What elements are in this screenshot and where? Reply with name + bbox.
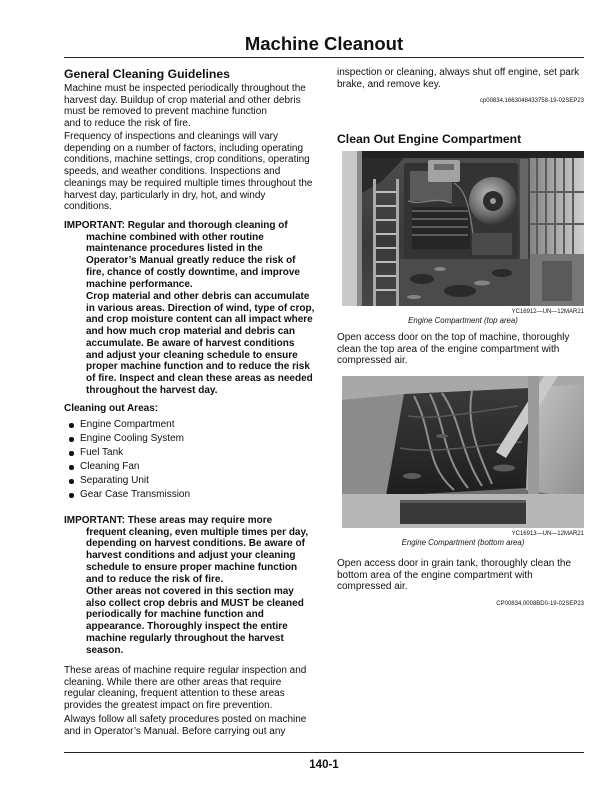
inspection-paragraph [64, 665, 306, 712]
page-number: 140-1 [309, 759, 339, 771]
text-line: Other areas not covered in this section may [86, 586, 294, 597]
text-line: proper machine function and to reduce the risk [86, 361, 310, 373]
general-paragraph-2 [64, 131, 312, 213]
figure-engine-top [342, 151, 584, 306]
text-line: speeds, and weather conditions. Inspections and [64, 166, 281, 178]
important-notice-1-detail [64, 291, 314, 396]
list-item [64, 418, 190, 432]
general-paragraph-1 [64, 83, 306, 130]
text-line: Open access door in grain tank, thoroughly clean the [337, 558, 572, 569]
bullet-icon [69, 465, 74, 470]
text-line: cleanings may be required multiple times throughout the [64, 177, 313, 189]
bullet-icon [69, 479, 74, 484]
right-screen [530, 158, 584, 306]
bullet-icon [69, 451, 74, 456]
bullet-icon [69, 493, 74, 498]
list-item [64, 488, 190, 502]
fan [469, 177, 517, 225]
text-line: Operator’s Manual greatly reduce the risk of [86, 255, 296, 267]
figure-1-id: YC16912—UN—12MAR21 [511, 309, 584, 315]
text-line: and in Operator’s Manual. Before carrying out any [64, 725, 286, 737]
text-line: machine performance. [86, 278, 193, 290]
step-1-paragraph [337, 332, 569, 367]
bullet-icon [69, 423, 74, 428]
text-line: appearance. Thoroughly inspect the entire [86, 621, 288, 633]
text-line: machine combined with other routine [86, 231, 264, 243]
text-line: season. [86, 644, 124, 656]
text-line: cleaning. While there are other areas that require [64, 676, 282, 688]
important-text: Regular and thorough cleaning of [127, 220, 288, 231]
list-item-label: Cleaning Fan [80, 461, 140, 473]
text-line: and how much crop material and debris can [86, 326, 295, 338]
text-line: fire, chance of costly downtime, and improve [86, 266, 300, 278]
text-line: inspection or cleaning, always shut off engine, set park [337, 67, 580, 78]
text-line [64, 220, 300, 232]
safety-paragraph-continued [337, 67, 579, 90]
important-text: These areas may require more [127, 515, 273, 526]
cleaning-areas-list [64, 418, 190, 503]
reference-code: cp00834,1663048433758-19-02SEP23 [479, 98, 584, 104]
figure-engine-bottom [342, 376, 584, 528]
text-line: Open access door on the top of machine, thoroughly [337, 332, 570, 343]
floor [400, 259, 530, 306]
list-item-label: Engine Compartment [80, 419, 175, 430]
text-line: machine regularly throughout the harvest [86, 632, 284, 644]
text-line: conditions. [64, 201, 112, 213]
list-item [64, 460, 190, 474]
list-item [64, 446, 190, 460]
text-line: must be removed to prevent machine function [64, 106, 267, 118]
list-item-label: Separating Unit [80, 475, 149, 487]
text-line: maintenance procedures listed in the [86, 243, 263, 255]
figure-1-caption: Engine Compartment (top area) [408, 316, 518, 325]
text-line [64, 515, 308, 527]
text-line: throughout the harvest day. [86, 384, 218, 396]
engine-compartment-top-photo [342, 151, 584, 306]
important-label: IMPORTANT: [64, 220, 125, 231]
text-line: Crop material and other debris can accumulate [86, 291, 310, 302]
text-line: harvest day. Buildup of crop material and other debris [64, 94, 301, 106]
list-item-label: Fuel Tank [80, 447, 124, 459]
text-line: compressed air. [337, 581, 408, 593]
left-wall-panel [342, 151, 362, 306]
important-label: IMPORTANT: [64, 515, 125, 526]
text-line: harvest conditions and adjust your cleaning [86, 550, 296, 562]
figure-2-id: YC16913—UN—12MAR21 [511, 531, 584, 537]
reference-code: CP00834,0008BD0-19-02SEP23 [496, 601, 584, 607]
access-frame [342, 494, 584, 528]
text-line: in various areas. Direction of wind, type of crop, [86, 302, 315, 314]
text-line: and to reduce the risk of fire. [86, 573, 224, 585]
text-line: frequent cleaning, even multiple times per day, [86, 526, 309, 538]
page-title: Machine Cleanout [244, 33, 404, 54]
text-line: Always follow all safety procedures posted on machine [64, 714, 307, 725]
text-line: and adjust your cleaning schedule to ensure [86, 349, 298, 361]
text-line: accumulate. Be aware of harvest conditions [86, 337, 295, 349]
bullet-icon [69, 437, 74, 442]
text-line: brake, and remove key. [337, 78, 441, 90]
important-notice-2-detail [64, 586, 304, 656]
text-line: conditions, machine settings, crop conditions, operating [64, 154, 310, 166]
text-line: Frequency of inspections and cleanings will vary [64, 131, 278, 142]
figure-2-caption: Engine Compartment (bottom area) [401, 538, 525, 547]
text-line: These areas of machine require regular inspection and [64, 665, 307, 676]
cleaning-areas-heading: Cleaning out Areas: [64, 403, 159, 414]
text-line: depending on a number of factors, including operating [64, 142, 304, 154]
text-line: bottom area of the engine compartment with [337, 569, 533, 581]
text-line: periodically for machine function and [86, 609, 264, 621]
step-2-paragraph [337, 558, 571, 593]
text-line: Machine must be inspected periodically throughout the [64, 83, 306, 94]
list-item-label: Engine Cooling System [80, 433, 184, 445]
list-item [64, 474, 190, 488]
footer-rule [64, 752, 584, 753]
text-line: of fire. Inspect and clean these areas as needed [86, 372, 313, 384]
text-line: clean the top area of the engine compartment with [337, 343, 560, 355]
text-line: regular cleaning, frequent attention to these areas [64, 688, 285, 700]
text-line: schedule to ensure proper machine function [86, 561, 298, 573]
text-line: depending on harvest conditions. Be aware of [86, 538, 305, 550]
text-line: compressed air. [337, 355, 408, 367]
text-line: and crop moisture content can all impact where [86, 314, 313, 326]
text-line: also collect crop debris and MUST be cleaned [86, 597, 304, 609]
text-line: provides the greatest impact on fire prevention. [64, 700, 273, 712]
title-rule [64, 57, 584, 58]
engine-compartment-bottom-photo [342, 376, 584, 528]
engine-compartment-heading: Clean Out Engine Compartment [337, 132, 522, 146]
list-item-label: Gear Case Transmission [80, 489, 191, 501]
list-item [64, 432, 190, 446]
text-line: and to reduce the risk of fire. [64, 118, 191, 130]
safety-paragraph [64, 714, 306, 737]
important-notice-2 [64, 515, 308, 585]
general-cleaning-heading: General Cleaning Guidelines [64, 67, 230, 81]
text-line: harvest day, particularly in dry, hot, and windy [64, 189, 266, 201]
important-notice-1 [64, 220, 300, 290]
